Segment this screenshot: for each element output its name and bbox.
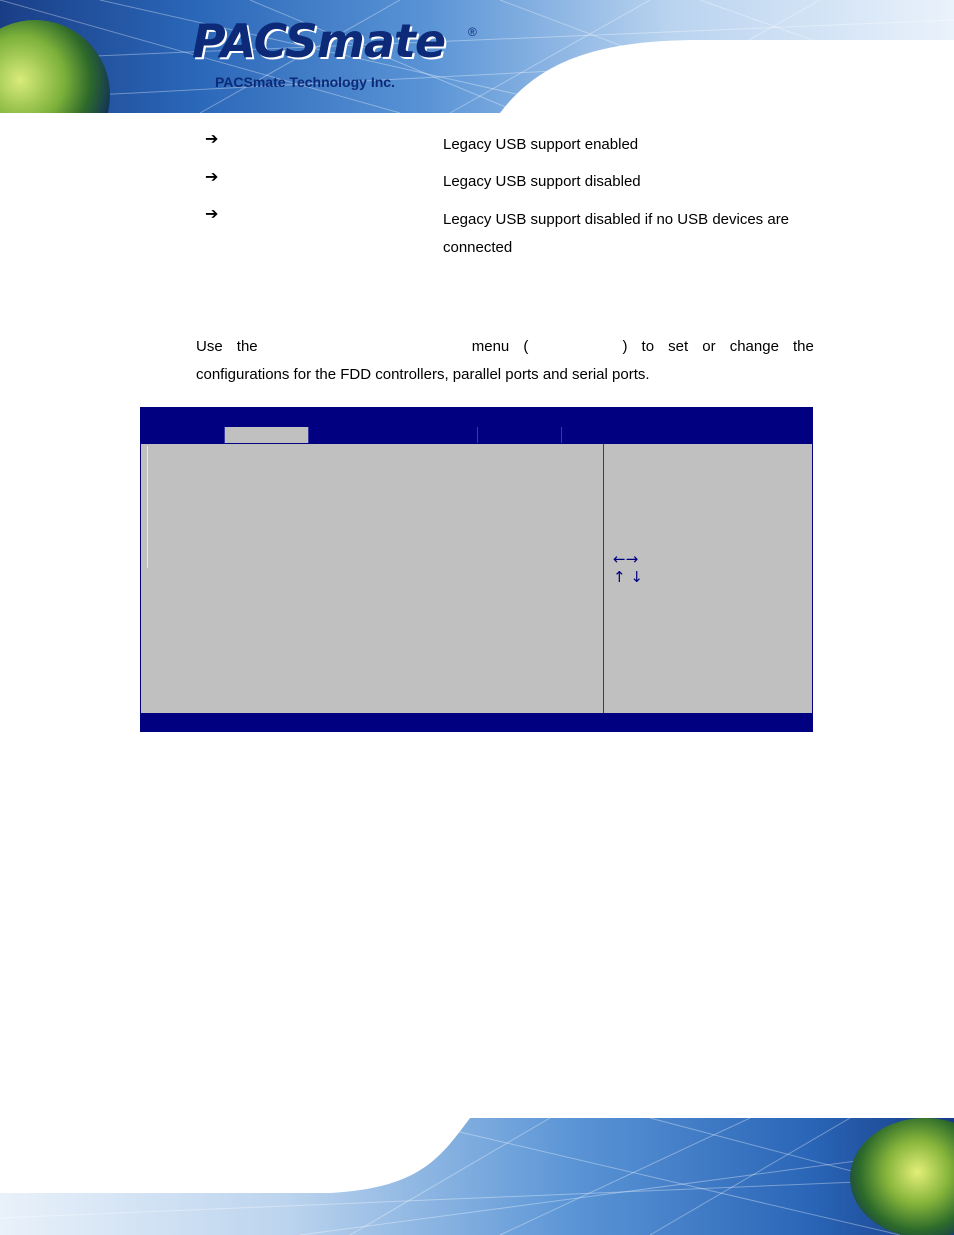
word: the	[236, 338, 258, 355]
nav-left-right-icon: ←→	[613, 550, 639, 568]
bios-settings-pane	[141, 444, 604, 714]
bios-tab[interactable]	[478, 427, 562, 443]
page-footer-banner	[0, 1118, 954, 1235]
bios-help-pane	[605, 444, 813, 714]
word: change	[729, 338, 779, 355]
word: menu	[471, 338, 510, 355]
arrow-right-icon: ➔	[205, 167, 219, 186]
word: Use	[196, 338, 223, 355]
word: to	[641, 338, 655, 355]
bios-status-bar	[141, 713, 812, 731]
word: )	[622, 338, 628, 355]
word: set	[668, 338, 689, 355]
arrow-right-icon: ➔	[205, 129, 219, 148]
paragraph-line-1	[196, 333, 814, 361]
arrow-right-icon: ➔	[205, 204, 219, 223]
bios-tab[interactable]	[562, 427, 814, 443]
company-name: PACSmate Technology Inc.	[215, 74, 395, 90]
registered-mark: ®	[468, 25, 477, 39]
option-description: Legacy USB support enabled	[443, 136, 639, 153]
option-description: Legacy USB support disabled if no USB devices are connected	[443, 211, 790, 256]
bios-title-bar	[141, 408, 812, 426]
paragraph-line-2: configurations for the FDD controllers, parallel ports and serial ports.	[196, 366, 650, 383]
bios-tab-active[interactable]	[225, 427, 309, 443]
selection-bar	[147, 446, 148, 568]
brand-logo: PACSmate	[192, 14, 446, 68]
bios-screen	[140, 407, 813, 732]
nav-up-down-icon: ↑ ↓	[613, 568, 643, 586]
word: (	[523, 338, 529, 355]
pane-divider	[603, 444, 604, 714]
bios-tab[interactable]	[309, 427, 478, 443]
footer-swoop-decoration	[0, 1118, 954, 1235]
page-header-banner	[0, 0, 954, 113]
bios-tab[interactable]	[141, 427, 225, 443]
option-description: Legacy USB support disabled	[443, 173, 641, 190]
bios-tab-bar	[141, 426, 812, 444]
intro-paragraph	[196, 333, 814, 389]
word: the	[793, 338, 814, 355]
word: or	[702, 338, 716, 355]
header-swoop-decoration	[0, 0, 954, 113]
